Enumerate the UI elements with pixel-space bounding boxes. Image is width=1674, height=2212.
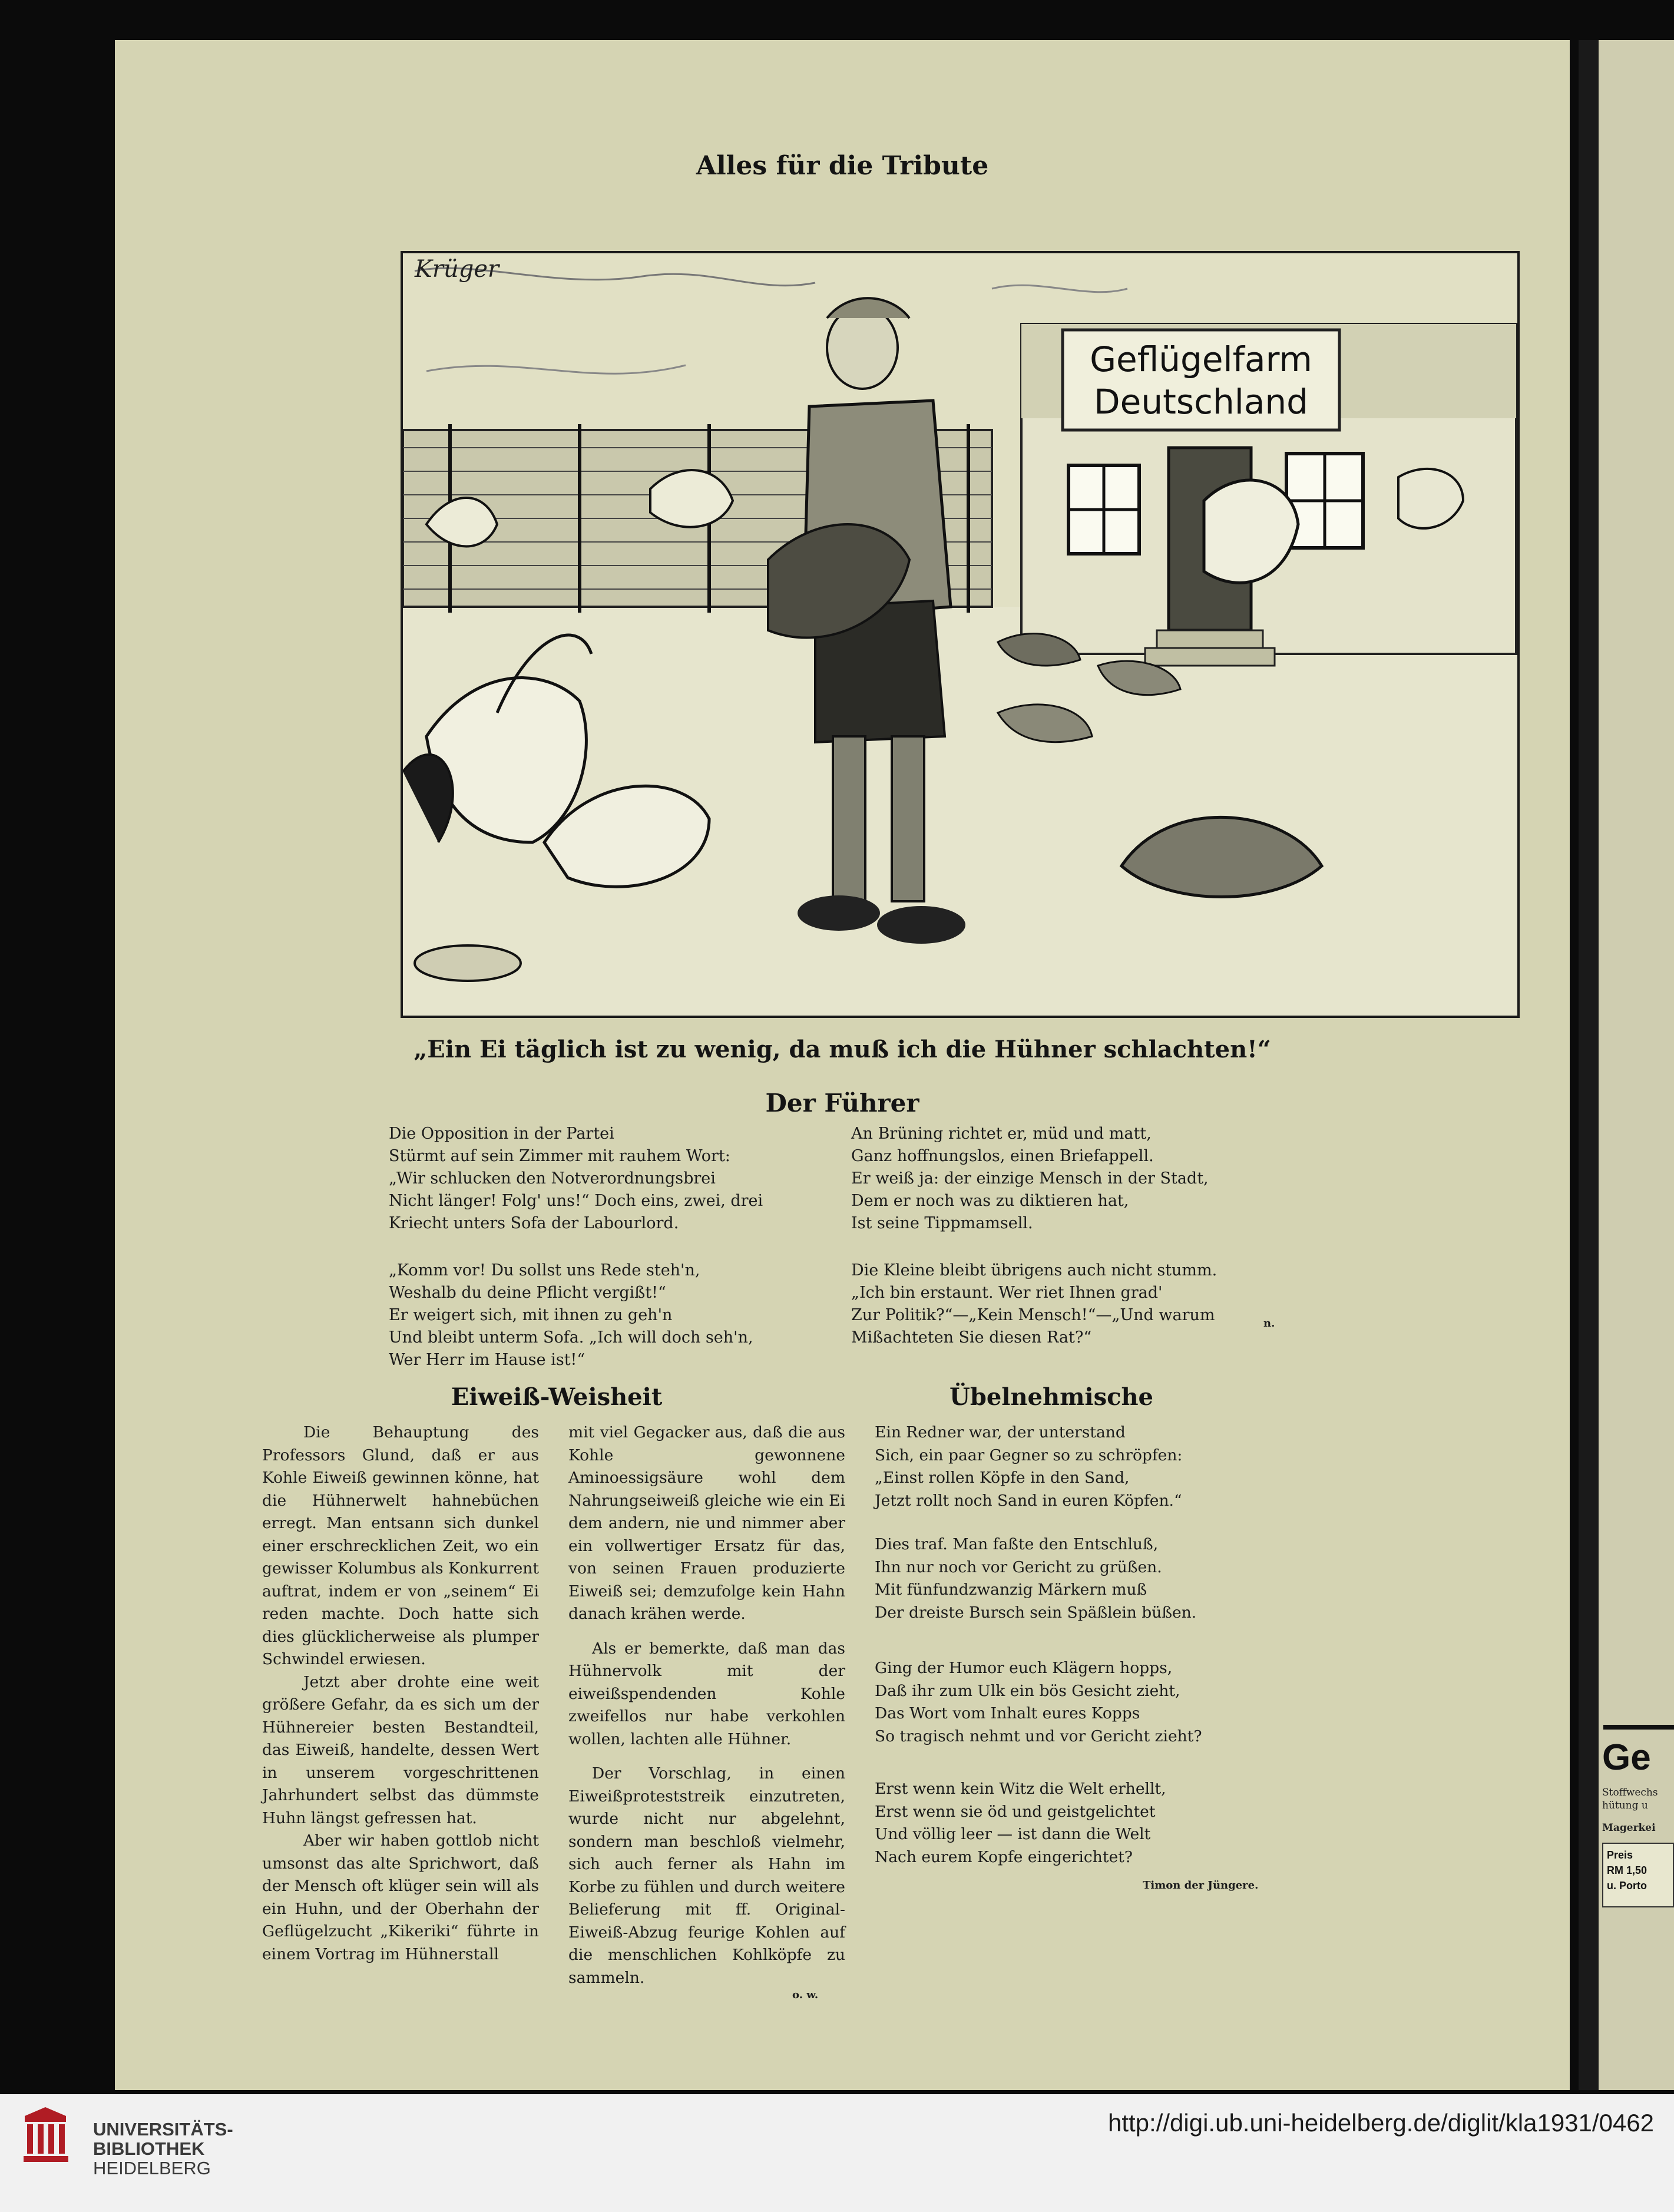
permalink-url[interactable]: http://digi.ub.uni-heidelberg.de/diglit/kla1931/0462 <box>1107 2109 1654 2137</box>
poem-title-fuehrer: Der Führer <box>765 1089 919 1117</box>
sign-text-line2: Deutschland <box>1094 382 1308 422</box>
university-line-1: UNIVERSITÄTS- <box>93 2119 233 2140</box>
next-page-text: hütung u <box>1602 1800 1648 1811</box>
university-logo-icon <box>19 2104 72 2169</box>
next-page-edge <box>1579 40 1674 2090</box>
eiweiss-column-1 <box>262 1421 539 1966</box>
next-page-text: Stoffwechs <box>1602 1787 1658 1798</box>
eiweiss-paragraph: Der Vorschlag, in einen Eiweißproteststreik einzutreten, wurde nicht nur abgelehnt, sondern man beschloß vielmehr, sich auch ferner als Hahn im Korbe zu fühlen und durch weitere Belieferung mit ff. Original-Eiweiß-Abzug feurige Kohlen auf die menschlichen Kohlköpfe zu sammeln. <box>568 1764 845 1987</box>
divider <box>1603 1725 1674 1730</box>
eiweiss-paragraph: Als er bemerkte, daß man das Hühnervolk mit der eiweißspendenden Kohle zweifellos nur habe verkohlen wollen, lachten alle Hühner. <box>568 1639 845 1748</box>
eiweiss-paragraph: mit viel Gegacker aus, daß die aus Kohle gewonnene Aminoessigsäure wohl dem Nahrungseiweiß gleiche wie ein Ei dem andern, nie und nimmer aber ein vollwertiger Ersatz für das, von seinen Frauen produzierte Eiweiß sei; demzufolge kein Hahn danach krähen werde. <box>568 1423 845 1623</box>
uebel-stanza-1: Ein Redner war, der unterstand Sich, ein paar Gegner so zu schröpfen: „Einst rollen Köpfe in den Sand, Jetzt rollt noch Sand in euren Köpfen.“ <box>875 1423 1183 1510</box>
next-page-text: Magerkei <box>1602 1822 1656 1834</box>
price-value: RM 1,50 <box>1607 1864 1647 1876</box>
fuehrer-left-stanza-2: „Komm vor! Du sollst uns Rede steh'n, Weshalb du deine Pflicht vergißt!“ Er weigert sich, mit ihnen zu geh'n Und bleibt unterm Sofa. „Ich will doch seh'n, Wer Herr im Hause ist!“ <box>389 1261 753 1369</box>
cartoon-drawing <box>403 253 1517 1016</box>
uebel-signature: Timon der Jüngere. <box>1143 1879 1259 1892</box>
poem-title-uebelnehmische: Übelnehmische <box>949 1383 1154 1411</box>
eiweiss-paragraph: Die Behauptung des Professors Glund, daß er aus Kohle Eiweiß gewinnen könne, hat die Hühnerwelt hahnebüchen erregt. Man entsann sich dunkel einer erschrecklichen Zeit, wo ein gewisser Kolumbus als Konkurrent auftrat, indem er von „seinem“ Ei reden machte. Doch hatte sich dies glücklicherweise als plumper Schwindel erwiesen. <box>262 1423 539 1668</box>
eiweiss-paragraph: Aber wir haben gottlob nicht umsonst das alte Sprichwort, daß der Mensch oft klüger sein will als ein Huhn, und der Oberhahn der Geflügelzucht „Kikeriki“ führte in einem Vortrag im Hühnerstall <box>262 1831 539 1963</box>
cartoon-caption: „Ein Ei täglich ist zu wenig, da muß ich die Hühner schlachten!“ <box>413 1036 1271 1063</box>
fuehrer-right-stanza-2: Die Kleine bleibt übrigens auch nicht stumm. „Ich bin erstaunt. Wer riet Ihnen grad' Zur Politik?“—„Kein Mensch!“—„Und warum Mißachteten Sie diesen Rat?“ <box>851 1261 1218 1347</box>
cartoon-title: Alles für die Tribute <box>696 151 989 181</box>
next-page-price-box <box>1602 1843 1674 1907</box>
magazine-page <box>115 40 1570 2090</box>
fuehrer-right-stanza-1: An Brüning richtet er, müd und matt, Ganz hoffnungslos, einen Briefappell. Er weiß ja: der einzige Mensch in der Stadt, Dem er noch was zu diktieren hat, Ist seine Tippmamsell. <box>851 1125 1209 1232</box>
artist-signature: Krüger <box>415 256 499 283</box>
postage: u. Porto <box>1607 1880 1647 1892</box>
eiweiss-paragraph: Jetzt aber drohte eine weit größere Gefahr, da es sich um der Hühnereier besten Bestandteil, das Eiweiß, handelte, dessen Wert in unserem vorgeschrittenen Jahrhundert selbst das dümmste Huhn längst gefressen hat. <box>262 1672 539 1827</box>
cartoon-illustration <box>401 251 1520 1018</box>
next-page-brand: Ge <box>1602 1737 1651 1778</box>
university-line-3: HEIDELBERG <box>93 2158 211 2178</box>
price-label: Preis <box>1607 1849 1633 1861</box>
article-title-eiweiss: Eiweiß-Weisheit <box>451 1383 663 1411</box>
sign-text-line1: Geflügelfarm <box>1090 339 1312 379</box>
eiweiss-signature: o. w. <box>792 1989 819 2001</box>
university-line-2: BIBLIOTHEK <box>93 2138 205 2159</box>
uebel-stanza-4: Erst wenn kein Witz die Welt erhellt, Erst wenn sie öd und geistgelichtet Und völlig leer — ist dann die Welt Nach eurem Kopfe eingerichtet? <box>875 1780 1166 1866</box>
uebel-stanza-3: Ging der Humor euch Klägern hopps, Daß ihr zum Ulk ein bös Gesicht zieht, Das Wort vom Inhalt eures Kopps So tragisch nehmt und vor Gericht zieht? <box>875 1659 1202 1745</box>
eiweiss-column-2 <box>568 1421 845 1989</box>
fuehrer-signature: n. <box>1263 1317 1275 1330</box>
university-name <box>93 2120 233 2178</box>
uebel-stanza-2: Dies traf. Man faßte den Entschluß, Ihn nur noch vor Gericht zu grüßen. Mit fünfundzwanzig Märkern muß Der dreiste Bursch sein Späßlein büßen. <box>875 1535 1197 1622</box>
page-gutter <box>1579 40 1599 2090</box>
fuehrer-left-stanza-1: Die Opposition in der Partei Stürmt auf sein Zimmer mit rauhem Wort: „Wir schlucken den Notverordnungsbrei Nicht länger! Folg' uns!“ Doch eins, zwei, drei Kriecht unters Sofa der Labourlord. <box>389 1125 763 1232</box>
